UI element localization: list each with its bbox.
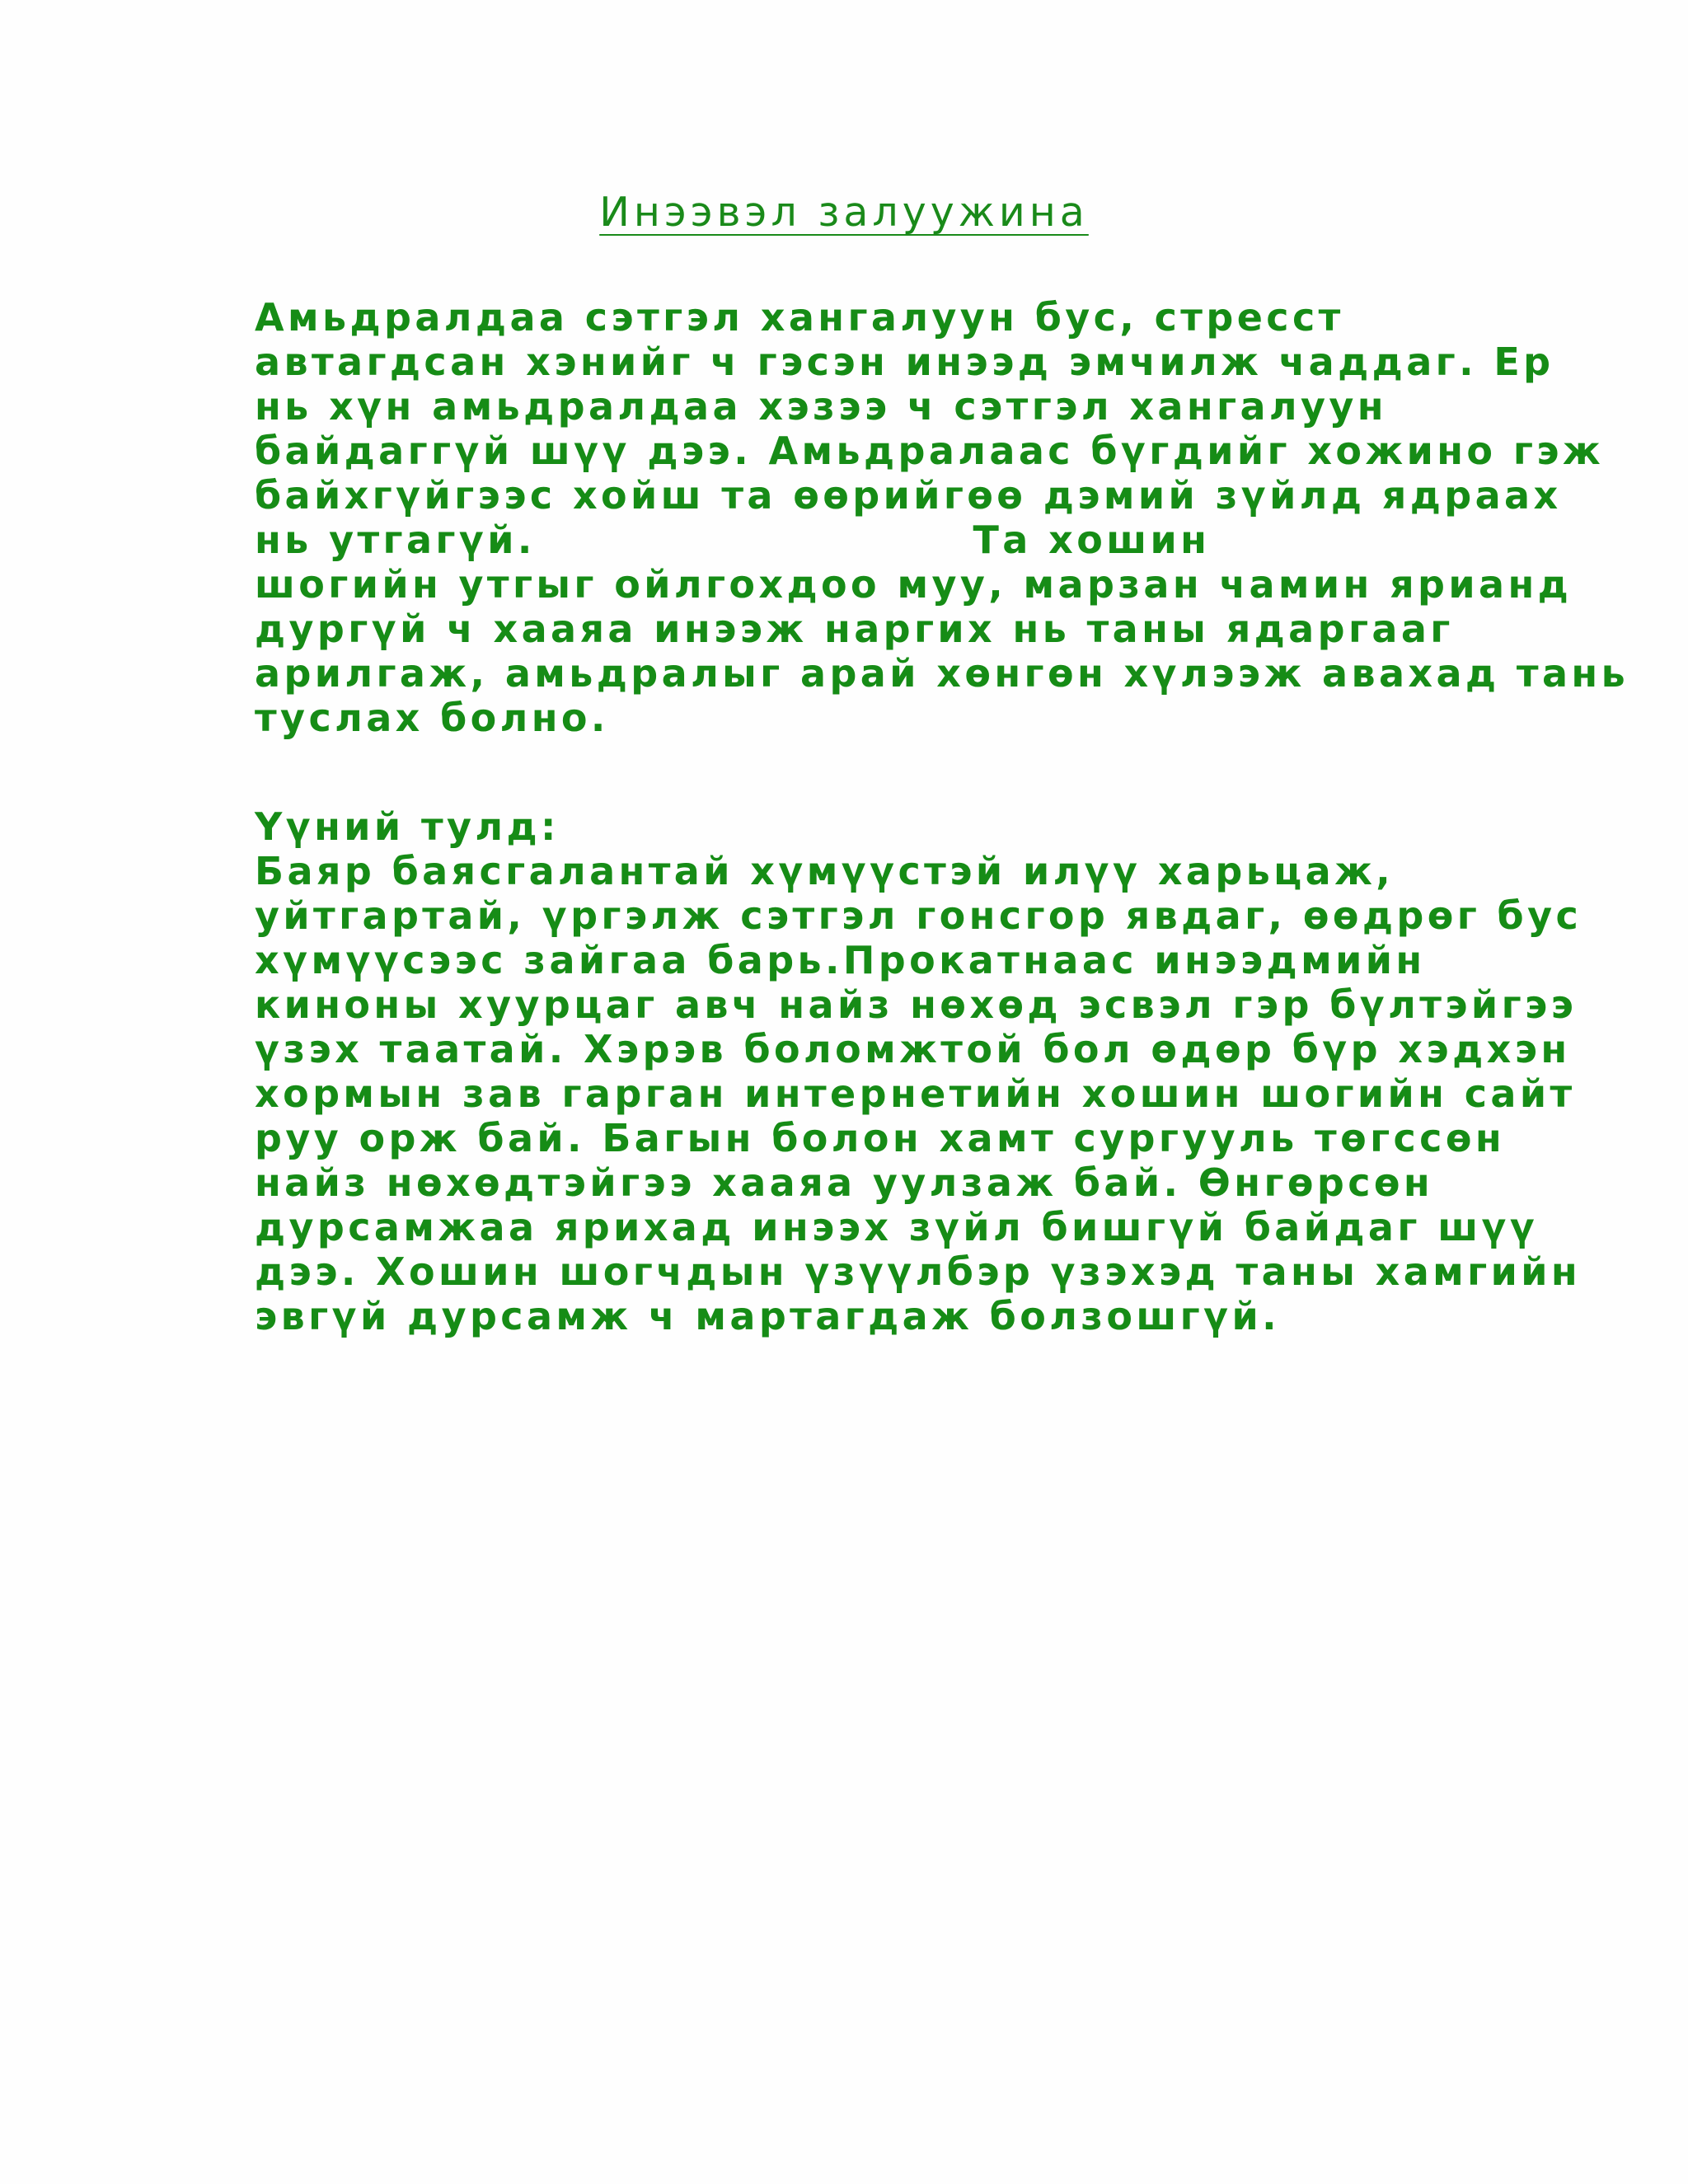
text-line: автагдсан хэнийг ч гэсэн инээд эмчилж чаддаг. Ер (255, 340, 1554, 384)
text-line: шогийн утгыг ойлгохдоо муу, марзан чамин ярианд (255, 562, 1573, 607)
text-line: Амьдралдаа сэтгэл хангалуун бус, стресст (255, 295, 1344, 340)
text-line: Баяр баясгалантай хүмүүстэй илүү харьцаж, (255, 849, 1395, 893)
text-line: арилгаж, амьдралыг арай хөнгөн хүлээж авахад тань (255, 651, 1629, 696)
text-line: хормын зав гарган интернетийн хошин шогийн сайт (255, 1071, 1576, 1116)
text-line: найз нөхөдтэйгээ хааяа уулзаж бай. Өнгөрсөн (255, 1160, 1434, 1205)
text-line: үзэх таатай. Хэрэв боломжтой бол өдөр бүр хэдхэн (255, 1027, 1571, 1071)
paragraph-advice (255, 804, 1582, 1338)
paragraph-intro (255, 295, 1629, 740)
text-line: нь хүн амьдралдаа хэзээ ч сэтгэл хангалуун (255, 384, 1387, 429)
text-line: нь утгагүй. Та хошин (255, 518, 1211, 562)
section-heading: Үүний тулд: (255, 804, 560, 849)
document-title-text: Инээвэл залуужина (599, 189, 1089, 236)
text-line: уйтгартай, үргэлж сэтгэл гонсгор явдаг, өөдрөг бус (255, 893, 1582, 938)
text-line: эвгүй дурсамж ч мартагдаж болзошгүй. (255, 1294, 1281, 1338)
text-line: дээ. Хошин шогчдын үзүүлбэр үзэхэд таны хамгийн (255, 1249, 1582, 1294)
document-title (0, 183, 1688, 242)
text-line: байхгүйгээс хойш та өөрийгөө дэмий зүйлд ядраах (255, 473, 1562, 518)
text-line: туслах болно. (255, 696, 609, 740)
text-line: дургүй ч хааяа инээж наргих нь таны ядаргааг (255, 607, 1454, 651)
text-line: руу орж бай. Багын болон хамт сургууль төгссөн (255, 1116, 1506, 1160)
text-line: киноны хуурцаг авч найз нөхөд эсвэл гэр бүлтэйгээ (255, 982, 1578, 1027)
text-line: хүмүүсээс зайгаа барь.Прокатнаас инээдмийн (255, 938, 1426, 982)
text-line: дурсамжаа ярихад инээх зүйл бишгүй байдаг шүү (255, 1205, 1539, 1249)
text-line: байдаггүй шүү дээ. Амьдралаас бүгдийг хожино гэж (255, 429, 1605, 473)
